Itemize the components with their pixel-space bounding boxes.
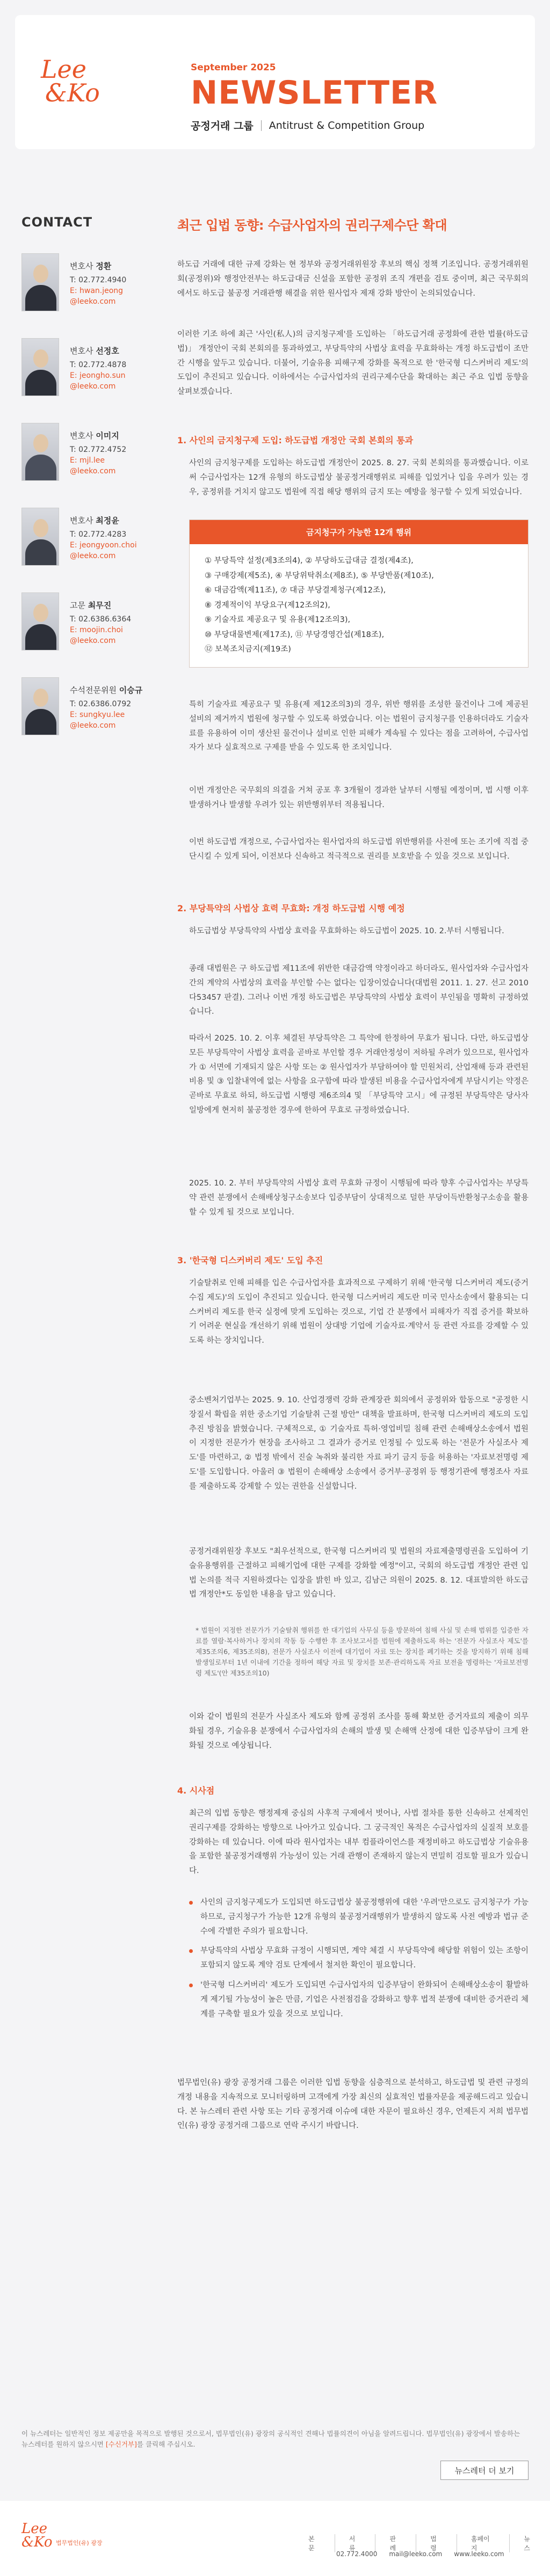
section-3-paragraph: 이와 같이 법원의 전문가 사실조사 제도와 함께 공정위 조사를 통해 확보한 증거자료의 제출이 의무화될 경우, 기술유용 분쟁에서 수급사업자의 손해의 발생 및 손해액 산정에 대한 입증부담이 크게 완화될 것으로 예상됩니다. (189, 1713, 529, 1750)
contact-card: 수석전문위원 이승규 T: 02.6386.0792 E: sungkyu.lee @leeko.com (21, 677, 142, 735)
contact-tel: T: 02.6386.0792 (70, 699, 132, 708)
divider (261, 120, 262, 131)
contact-sidebar (21, 215, 150, 730)
list-item: ⑧ 경제적이익 부당요구(제12조의2), (205, 601, 330, 610)
footer-tel: 02.772.4000 (336, 2550, 378, 2558)
avatar (21, 423, 59, 481)
contact-tel: T: 02.6386.6364 (70, 614, 132, 624)
closing-paragraph: 법무법인(유) 광장 공정거래 그룹은 이러한 입법 동향을 심층적으로 분석하고, 하도급법 및 관련 규정의 개정 내용을 지속적으로 모니터링하며 고객에게 가장 최신의 실효적인 법률자문을 제공해드리고 있습니다. 본 뉴스레터 관련 사항 또는 기타 공정거래 이슈에 대한 자문이 필요하신 경우, 언제든지 저희 법무법인(유) 광장 공정거래 그룹으로 연락 주시기 바랍니다. (177, 2079, 529, 2131)
list-item: ① 부당특약 설정(제3조의4), ② 부당하도급대금 결정(제4조), (205, 557, 414, 565)
footer-email[interactable]: mail@leeko.com (389, 2550, 443, 2558)
list-item: '한국형 디스커버리' 제도가 도입되면 수급사업자의 입증부담이 완화되어 손해배상소송이 활발하게 제기될 가능성이 높은 만큼, 기업은 사전점검을 강화하고 향후 법적 분쟁에 대비한 증거관리 체계를 구축할 필요가 있을 것으로 보입니다. (189, 1978, 529, 2021)
footer-link[interactable]: 본문 (308, 2535, 315, 2552)
contact-email[interactable]: E: sungkyu.lee (70, 711, 125, 720)
contact-email[interactable]: E: mjl.lee (70, 456, 105, 465)
footer-logo[interactable]: Lee &Ko (21, 2521, 53, 2550)
contact-tel: T: 02.772.4752 (70, 445, 127, 454)
avatar (21, 338, 59, 396)
bullet-icon (189, 1984, 193, 1987)
implications-list (177, 1896, 529, 2022)
footer-link[interactable]: 법령 (416, 2534, 457, 2552)
page-footer (0, 2501, 550, 2576)
group-name-ko: 공정거래 그룹 (191, 120, 254, 132)
list-item: ⑥ 대금감액(제11조), ⑦ 대금 부당결제청구(제12조), (205, 586, 386, 595)
avatar (21, 592, 59, 650)
list-item: ⑫ 보복조치금지(제19조) (205, 645, 291, 654)
section-2-paragraph: 2025. 10. 2. 부터 부당특약의 사법상 효력 무효화 규정이 시행됨에 따라 향후 수급사업자는 부당특약 관련 분쟁에서 손해배상청구소송보다 입증부담이 상대적으로 덜한 부당이득반환청구소송을 활용할 수 있게 될 것으로 보입니다. (189, 1179, 529, 1217)
footer-contact (336, 2550, 504, 2558)
section-3-paragraph: 공정거래위원장 후보도 "최우선적으로, 한국형 디스커버리 및 법원의 자료제출명령권을 도입하여 기술유용행위를 근절하고 피해기업에 대한 구제를 강화할 예정"이고, 국회의 하도급법 개정안 관련 입법 논의를 적극 지원하겠다는 입장을 밝힌 바 있고, 김남근 의원이 2025. 8. 12. 대표발의한 하도급법 개정안*도 동일한 내용을 담고 있습니다. (189, 1547, 529, 1599)
more-newsletters-button[interactable]: 뉴스레터 더 보기 (440, 2461, 529, 2480)
section-3-paragraph: 중소벤처기업부는 2025. 9. 10. 산업경쟁력 강화 관계장관 회의에서 공정위와 합동으로 "공정한 시장질서 확립을 위한 중소기업 기술탈취 근절 방안" 대책을 발표하며, 한국형 디스커버리 제도의 도입 추진 방침을 밝혔습니다. 구체적으로, ① 기술자료 특허·영업비밀 침해 관련 손해배상소송에서 법원이 지정한 전문가가 현장을 조사하고 그 결과가 증거로 인정될 수 있도록 하는 '전문가 사실조사 제도'를 마련하고, ② 법정 밖에서 진술 녹취와 불리한 자료 파기 금지 등을 허용하는 '자료보전명령 제도'를 도입합니다. 아울러 ③ 법원이 손해배상 소송에서 증거부·공정위 등 행정기관에 행정조사 자료를 제출하도록 강제할 수 있는 권한을 신설합니다. (189, 1396, 529, 1491)
section-3-title: 3. '한국형 디스커버리 제도' 도입 추진 (177, 1255, 323, 1265)
group-line (191, 118, 438, 133)
issue-date: September 2025 (191, 62, 276, 73)
avatar (21, 677, 59, 735)
footer-link[interactable]: 뉴스 (509, 2534, 550, 2552)
section-4-paragraph: 최근의 입법 동향은 행정제재 중심의 사후적 구제에서 벗어나, 사법 절차를 통한 신속하고 선제적인 권리구제를 강화하는 방향으로 나아가고 있습니다. 그 궁극적인 목적은 수급사업자의 실질적 보호를 강화하는 데 있습니다. 이에 따라 원사업자는 내부 컴플라이언스를 재정비하고 하도급법상 기술유용을 포함한 불공정거래행위 가능성이 있는 거래 관행이 존재하지 않는지 면밀히 검토할 필요가 있습니다. (189, 1809, 529, 1876)
section-2-paragraph: 따라서 2025. 10. 2. 이후 체결된 부당특약은 그 특약에 한정하여 무효가 됩니다. 다만, 하도급법상 모든 부당특약이 사법상 효력을 곧바로 부인할 경우 거래안정성이 저하될 우려가 있으므로, 원사업자가 ① 서면에 기재되지 않은 사항 또는 ② 원사업자가 부담하여야 할 민원처리, 산업재해 등과 관련된 비용 및 ③ 입찰내역에 없는 사항을 요구함에 따라 발생된 비용을 수급사업자에게 부담시키는 약정은 곧바로 무효로 하되, 하도급법 시행령 제6조의4 및 「부당특약 고시」에 규정된 부당특약은 당사자 일방에게 현저히 불공정한 경우에 한하여 무효로 규정하였습니다. (189, 1034, 529, 1115)
footer-link[interactable]: 홈페이지 (457, 2534, 509, 2552)
box-list (190, 544, 528, 667)
contact-card: 변호사 정환 T: 02.772.4940 E: hwan.jeong @leeko.com (21, 253, 126, 311)
footer-link[interactable]: 서류 (335, 2534, 375, 2552)
section-2-title: 2. 부당특약의 사법상 효력 무효화: 개정 하도급법 시행 예정 (177, 903, 405, 913)
contact-tel: T: 02.772.4283 (70, 530, 127, 539)
contact-email[interactable]: E: jeongho.sun (70, 371, 126, 380)
footer-nav (294, 2534, 550, 2552)
contact-card: 변호사 이미지 T: 02.772.4752 E: mjl.lee @leeko.com (21, 423, 126, 481)
disclaimer: 이 뉴스레터는 일반적인 정보 제공만을 목적으로 발행된 것으로서, 법무법인(유) 광장의 공식적인 견해나 법률의견이 아님을 알려드립니다. 법무법인(유) 광장에서 발송하는 뉴스레터를 원하지 않으시면 [수신거부]를 클릭해 주십시오. (21, 2429, 520, 2448)
intro-paragraph: 하도급 거래에 대한 규제 강화는 현 정부와 공정거래위원장 후보의 핵심 정책 기조입니다. 공정거래위원회(공정위)와 행정안전부는 하도급대금 신설을 포함한 공정위 조직 개편을 검토 중이며, 최근 국무회의에서도 하도급 불공정 거래관행 해결을 위한 원사업자 제재 강화 방안이 논의되었습니다. (177, 260, 529, 298)
list-item: ⑩ 부당대물변제(제17조), ⑪ 부당경영간섭(제18조), (205, 630, 385, 639)
list-item: ⑨ 기술자료 제공요구 및 유용(제12조의3), (205, 616, 351, 625)
group-name-en: Antitrust & Competition Group (269, 119, 425, 131)
section-4-title: 4. 시사점 (177, 1785, 215, 1796)
lee-ko-logo[interactable]: Lee &Ko (41, 55, 100, 107)
section-2-paragraph: 하도급법상 부당특약의 사법상 효력을 무효화하는 하도급법이 2025. 10. 2.부터 시행됩니다. (189, 927, 504, 935)
footer-website[interactable]: www.leeko.com (454, 2550, 504, 2558)
section-1-title: 1. 사인의 금지청구제 도입: 하도급법 개정안 국회 본회의 통과 (177, 435, 414, 445)
section-2-paragraph: 종래 대법원은 구 하도급법 제11조에 위반한 대금감액 약정이라고 하더라도, 원사업자와 수급사업자 간의 계약의 사법상의 효력을 부인할 수는 없다는 입장이었습니다(대법원 2011. 1. 27. 선고 2010다53457 판결). 그러나 이번 개정 하도급법은 부당특약의 사법상 효력이 부인됨을 명확히 규정하였습니다. (189, 964, 529, 1016)
list-item: 사인의 금지청구제도가 도입되면 하도급법상 불공정행위에 대한 '우려'만으로도 금지청구가 가능하므로, 금지청구가 가능한 12개 유형의 불공정거래행위가 발생하지 않도록 사전 예방과 법규 준수에 각별한 주의가 필요합니다. (189, 1896, 529, 1938)
contact-card: 고문 최무진 T: 02.6386.6364 E: moojin.choi @leeko.com (21, 592, 131, 650)
section-1-paragraph: 이번 하도급법 개정으로, 수급사업자는 원사업자의 하도급법 위반행위를 사전에 또는 조기에 직접 중단시킬 수 있게 되어, 이전보다 신속하고 적극적으로 권리를 보호받을 수 있을 것으로 보입니다. (189, 838, 529, 861)
footer-link[interactable]: 판례 (375, 2534, 416, 2552)
newsletter-header (15, 15, 535, 149)
section-1-paragraph: 사인의 금지청구제를 도입하는 하도급법 개정안이 2025. 8. 27. 국회 본회의를 통과했습니다. 이로써 수급사업자는 12개 유형의 하도급법상 불공정거래행위로 피해를 입었거나 입을 우려가 있는 경우, 공정위를 거치지 않고도 법원에 직접 해당 행위의 금지 또는 예방을 청구할 수 있게 되었습니다. (189, 459, 529, 496)
prohibited-acts-box (177, 519, 529, 668)
contact-email[interactable]: E: jeongyoon.choi (70, 541, 137, 550)
contact-tel: T: 02.772.4878 (70, 360, 127, 369)
contact-tel: T: 02.772.4940 (70, 275, 127, 284)
contact-title: CONTACT (21, 215, 93, 230)
section-1-paragraph: 이번 개정안은 국무회의 의결을 거쳐 공포 후 3개월이 경과한 날부터 시행될 예정이며, 법 시행 이후 발생하거나 발생할 우려가 있는 위반행위부터 적용됩니다. (189, 786, 529, 809)
box-title: 금지청구가 가능한 12개 행위 (190, 520, 528, 544)
article-title: 최근 입법 동향: 수급사업자의 권리구제수단 확대 (177, 218, 447, 233)
bullet-icon (189, 1949, 193, 1953)
intro-paragraph: 이러한 기조 하에 최근 '사인(私人)의 금지청구제'를 도입하는 「하도급거래 공정화에 관한 법률(하도급법)」 개정안이 국회 본회의를 통과하였고, 부당특약의 사법상 효력을 무효화하는 개정 하도급법이 조만간 시행을 앞두고 있습니다. 더불어, 기술유용 피해구제 강화를 목적으로 한 '한국형 디스커버리 제도'의 도입이 추진되고 있습니다. 이하에서는 수급사업자의 권리구제수단을 확대하는 최근 주요 입법 동향을 살펴보겠습니다. (177, 330, 529, 397)
contact-card: 변호사 최정윤 T: 02.772.4283 E: jeongyoon.choi @leeko.com (21, 508, 137, 566)
contact-email[interactable]: E: hwan.jeong (70, 287, 124, 296)
list-item: ③ 구매강제(제5조), ④ 부당위탁취소(제8조), ⑤ 부당반품(제10조), (205, 571, 434, 580)
avatar (21, 508, 59, 566)
section-1-paragraph: 특히 기술자료 제공요구 및 유용(제 제12조의3)의 경우, 위반 행위를 조성한 물건이나 그에 제공된 설비의 제거까지 법원에 청구할 수 있도록 하였습니다. 이는 법원이 금지청구를 인용하더라도 기술자료를 유용하여 이미 생산된 물건이나 설비로 인한 피해가 계속될 수 있다는 점을 고려하여, 수급사업자가 보다 실효적으로 구제를 받을 수 있도록 한 조치입니다. (189, 700, 529, 752)
newsletter-title: NEWSLETTER (191, 74, 438, 112)
footnote: * 법원이 지정한 전문가가 기술탈취 행위를 한 대기업의 사무실 등을 방문하여 침해 사실 및 손해 범위를 입증한 자료를 열람·복사하거나 장치의 작동 등 수행한 후 조사보고서를 법원에 제출하도록 하는 '전문가 사실조사 제도'를 제35조의6, 제35조의8), 전문가 사실조사 이전에 대기업이 자료 또는 장치를 폐기하는 것을 방지하기 위해 침해 발생일로부터 1년 이내에 기간을 정하여 해당 자료 및 장치를 보존·관리하도록 자료 보전을 명령하는 '자료보전명령 제도'(안 제35조의10) (196, 1626, 529, 1677)
firm-name: 법무법인(유) 광장 (56, 2540, 103, 2546)
section-3-paragraph: 기술탈취로 인해 피해를 입은 수급사업자를 효과적으로 구제하기 위해 '한국형 디스커버리 제도(증거수집 제도)'의 도입이 추진되고 있습니다. 한국형 디스커버리 제도란 미국 민사소송에서 활용되는 디스커버리 제도를 한국 실정에 맞게 도입하는 것으로, 기업 간 분쟁에서 피해자가 직접 증거를 확보하기 어려운 현실을 개선하기 위해 법원이 상대방 기업에 기술자료·계약서 등 관련 자료를 강제할 수 있도록 하는 장치입니다. (189, 1279, 529, 1345)
contact-email[interactable]: E: moojin.choi (70, 626, 123, 635)
unsubscribe-link[interactable]: [수신거부] (105, 2440, 137, 2448)
bullet-icon (189, 1901, 193, 1905)
avatar (21, 253, 59, 311)
list-item: 부당특약의 사법상 무효화 규정이 시행되면, 계약 체결 시 부당특약에 해당할 위험이 있는 조항이 포함되지 않도록 계약 검토 단계에서 철저한 확인이 필요합니다. (189, 1944, 529, 1973)
contact-card: 변호사 선정호 T: 02.772.4878 E: jeongho.sun @leeko.com (21, 338, 126, 396)
